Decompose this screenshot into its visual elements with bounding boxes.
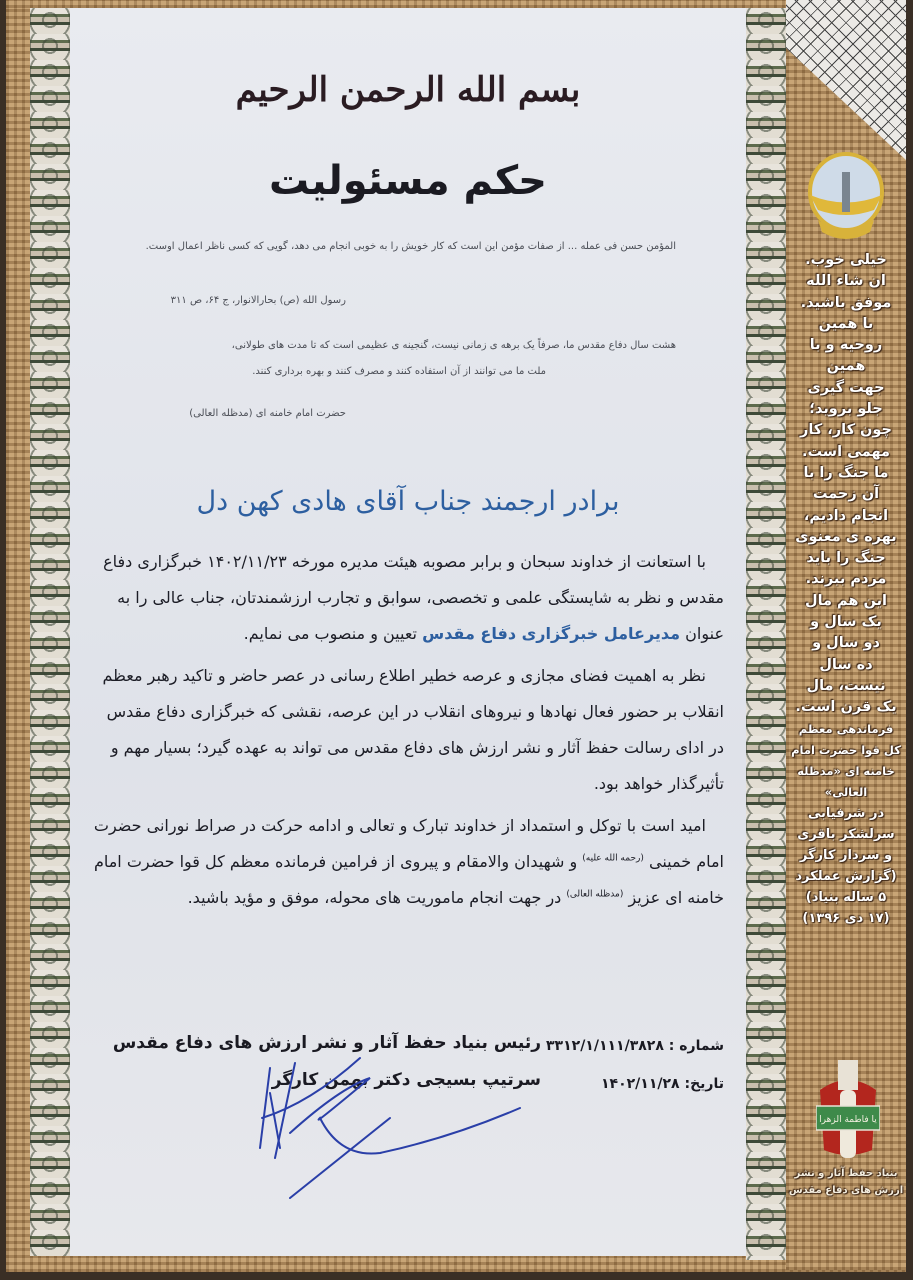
bismillah-calligraphy: بسم الله الرحمن الرحیم [235, 70, 581, 110]
panel-line: نیست، مال [806, 677, 886, 694]
number-value: ۳۳۱۲/۱/۱۱۱/۳۸۲۸ [546, 1038, 664, 1054]
panel-line: (گزارش عملکرد [795, 868, 897, 884]
left-ornamental-border [30, 8, 70, 1260]
body-text: ماموریت های محوله، موفق و مؤید باشید. [187, 888, 465, 907]
letter-number [546, 1038, 724, 1054]
certificate-title: حکم مسئولیت [269, 158, 547, 204]
body-text: در جهت انجام [469, 888, 562, 907]
logo-caption-line: ارزش های دفاع مقدس [788, 1185, 904, 1196]
body-text: با استعانت از خداوند سبحان و برابر مصوبه هیئت مدیره مورخه ۱۴۰۲/۱۱/۲۳ خبرگزاری دفاع مقدس و نظر به [103, 552, 724, 607]
panel-line: ۵ ساله بنیاد) [805, 889, 887, 905]
panel-line: جهت گیری [807, 379, 885, 396]
panel-line: انجام دادیم، [803, 507, 889, 524]
signatory-title: رئیس بنیاد حفظ آثار و نشر ارزش های دفاع مقدس [112, 1033, 541, 1053]
panel-line: بهره ی معنوی [795, 528, 897, 545]
panel-line: ده سال [819, 656, 873, 673]
body-text: دفاع مقدس می تواند به عهده گیرد؛ بسیار مهم و تأثیرگذار خواهد بود. [110, 738, 724, 793]
body-paragraph [92, 808, 724, 916]
panel-line: سرلشکر باقری [797, 826, 895, 842]
body-paragraph [92, 544, 724, 652]
panel-line: مهمی است. [801, 443, 891, 460]
armed-forces-emblem [804, 150, 888, 242]
right-ornamental-border [746, 8, 786, 1260]
logo-caption-line: بنیاد حفظ آثار و نشر [794, 1168, 898, 1179]
camouflage-net [786, 0, 906, 160]
body-text: تعیین و منصوب می نمایم. [243, 624, 418, 643]
panel-line: خیلی خوب. [805, 252, 887, 268]
honorific: (رحمه الله علیه) [582, 853, 644, 864]
panel-line: کل قوا حضرت امام [791, 742, 901, 757]
leader-quote-lines [786, 250, 906, 719]
panel-line: خامنه ای «مدظله العالی» [797, 763, 895, 799]
panel-line: جنگ را باید [806, 550, 886, 567]
honorific: (مدظله العالی) [566, 889, 624, 900]
signatory-name: سرتیپ بسیجی دکتر بهمن کارگر [271, 1070, 541, 1090]
body-text: نهادها و نیروهای انقلاب در این عرصه، نقشی که خبرگزاری دفاع مقدس در ادای رسالت حفظ آثار و نشر ارزش های [106, 702, 724, 757]
panel-line: و سردار کارگر [799, 847, 893, 863]
quote-attribution-lines [786, 719, 906, 929]
panel-line: موفق باشید. [800, 294, 892, 311]
foundation-logo-caption [786, 1165, 906, 1199]
logo-banner-text: یا فاطمة الزهرا [819, 1115, 877, 1125]
panel-line: در شرفیابی [807, 805, 885, 821]
body-text: شایستگی علمی و تخصصی، سوابق و تجارب ارزشمندتان، جناب عالی را به عنوان [117, 588, 724, 643]
hadith-source: رسول الله (ص) بحارالانوار، ج ۶۴، ص ۳۱۱ [170, 295, 346, 306]
hadith-quote: المؤمن حسن فی عمله ... از صفات مؤمن این است که کار خویش را به خوبی انجام می دهد، گویی که کسی ناظر اعمال اوست. [145, 241, 676, 252]
body-paragraph [92, 658, 724, 802]
panel-text-flow [786, 250, 906, 929]
panel-line: همین [826, 358, 866, 375]
panel-line: مردم ببرند. [805, 571, 887, 588]
panel-line: دو سال و [812, 635, 880, 652]
addressee-name: برادر ارجمند جناب آقای هادی کهن دل [196, 486, 620, 517]
appointed-position: مدیرعامل خبرگزاری دفاع مقدس [422, 624, 681, 643]
letter-date [601, 1076, 724, 1092]
panel-line: این هم مال [805, 592, 887, 609]
foundation-logo [816, 1060, 880, 1160]
certificate-body [92, 544, 724, 922]
panel-line: فرماندهی معظم [798, 721, 894, 736]
panel-line: جلو بروید؛ [809, 401, 883, 418]
panel-line: یک سال و [810, 614, 882, 631]
panel-line: ما جنگ را با [803, 464, 889, 481]
body-text: نظر به اهمیت فضای مجازی و عرصه خطیر اطلاع رسانی در عصر حاضر و تاکید رهبر معظم انقلاب بر حضور فعال [102, 666, 724, 721]
date-value: ۱۴۰۲/۱۱/۲۸ [601, 1076, 680, 1092]
panel-line: آن زحمت [812, 486, 880, 503]
panel-line: چون کار، کار [800, 422, 892, 439]
leader-quote-line: هشت سال دفاع مقدس ما، صرفاً یک برهه ی زمانی نیست، گنجینه ی عظیمی است که تا مدت های طولانی، [231, 340, 676, 351]
panel-line: روحیه و با [809, 337, 883, 354]
certificate-paper [70, 8, 746, 1256]
leader-quote-source: حضرت امام خامنه ای (مدظله العالی) [189, 408, 346, 419]
number-label: شماره : [668, 1038, 724, 1054]
date-label: تاریخ: [684, 1076, 724, 1092]
side-quote-panel [786, 0, 906, 1270]
panel-line: (۱۷ دی ۱۳۹۶) [802, 910, 890, 926]
top-burlap-border [6, 0, 786, 8]
panel-line: ان شاء الله [806, 273, 886, 290]
body-text: و شهیدان والامقام و پیروی از فرامین فرمانده معظم کل قوا حضرت امام خامنه ای عزیز [93, 852, 724, 907]
leader-quote-line: ملت ما می توانند از آن استفاده کنند و مصرف کنند و بهره برداری کنند. [252, 366, 546, 377]
handwritten-signature [250, 1048, 550, 1208]
body-text: امید است با توکل و استمداد از خداوند تبارک و تعالی و ادامه حرکت در صراط نورانی حضرت امام خمینی [93, 816, 724, 871]
panel-line: یک قرن است. [795, 699, 897, 716]
panel-line: با همین [818, 315, 874, 332]
